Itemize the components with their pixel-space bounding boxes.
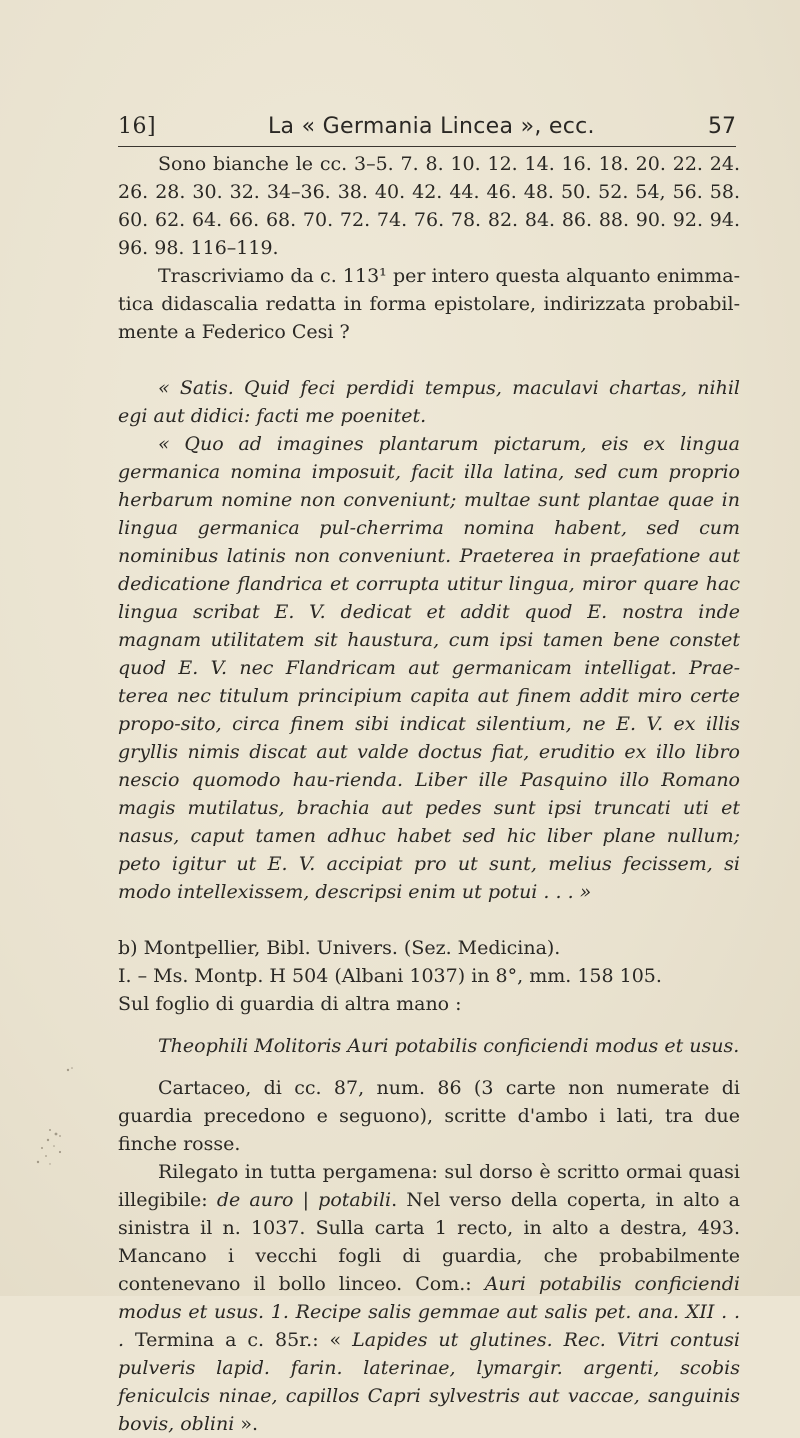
manuscript-shelfmark: I. – Ms. Montp. H 504 (Albani 1037) in 8°, mm. 158 105. xyxy=(118,965,662,987)
binding-text-f: Lapides ut glutines. Rec. Vitri contusi pulveris lapid. farin. laterinae, lymargir. argenti, scobis feniculcis ninae, capillos Capri sylvestris aut vaccae, sanguinis bovis, oblini xyxy=(118,1329,741,1435)
page-number: 57 xyxy=(708,114,736,139)
physical-description: Cartaceo, di cc. 87, num. 86 (3 carte non numerate di guardia precedono e seguono), scritte d'ambo i lati, tra due finche rosse. xyxy=(118,1077,740,1155)
latin-quote-2: « Quo ad imagines plantarum pictarum, eis ex lingua germanica nomina imposuit, facit illa latina, sed cum proprio herbarum nomine non conveniunt; multae sunt plantae quae in lingua germanica pul-cherrima nomina habent, sed cum nominibus latinis non conveniunt. Praeterea in praefatione aut dedicatione flandrica et corrupta utitur lingua, miror quare hac lingua scribat E. V. dedicat et addit quod E. nostra inde magnam utilitatem sit haustura, cum ipsi tamen bene constet quod E. V. nec Flandricam aut germanicam intelligat. Prae-terea nec titulum principium capita aut finem addit miro certe propo-sito, circa finem sibi indicat silentium, ne E. V. ex illis gryllis nimis discat aut valde doctus fiat, eruditio ex illo libro nescio quomodo hau-rienda. Liber ille Pasquino illo Romano magis mutilatus, brachia aut pedes sunt ipsi truncati uti et nasus, caput tamen adhuc habet sed hic liber plane nullum; peto igitur ut E. V. accipiat pro ut sunt, melius fecissem, si modo intellexissem, descripsi enim ut potui . . . » xyxy=(118,433,740,903)
binding-text-e: Termina a c. 85r.: « xyxy=(124,1329,353,1351)
spacer xyxy=(118,1018,740,1032)
running-title: La « Germania Lincea », ecc. xyxy=(268,114,595,139)
page-body xyxy=(118,150,740,1438)
flyleaf-note: Sul foglio di guardia di altra mano : xyxy=(118,993,462,1015)
paper-stain xyxy=(20,1060,90,1220)
running-header xyxy=(118,110,736,147)
binding-text-b: de auro | potabili xyxy=(216,1189,392,1211)
binding-text-a: Rilegato in tutta pergamena: sul dorso è scritto ormai quasi illegibile: xyxy=(118,1161,740,1211)
section-number: 16] xyxy=(118,114,157,139)
binding-text-g: ». xyxy=(234,1413,259,1435)
blank-pages-paragraph: Sono bianche le cc. 3–5. 7. 8. 10. 12. 14. 16. 18. 20. 22. 24. 26. 28. 30. 32. 34–36. 38. 40. 42. 44. 46. 48. 50. 52. 54, 56. 58. 60. 62. 64. 66. 68. 70. 72. 74. 76. 78. 82. 84. 86. 88. 90. 92. 94. 96. 98. 116–119. xyxy=(118,153,740,259)
manuscript-title: Theophili Molitoris Auri potabilis conficiendi modus et usus. xyxy=(158,1035,740,1057)
spacer xyxy=(118,1060,740,1074)
spacer xyxy=(118,346,740,374)
binding-text-d: Auri potabilis conficiendi modus et usus. 1. Recipe salis gemmae aut salis pet. ana. XII . . . xyxy=(118,1273,740,1351)
binding-text-c: . Nel verso della coperta, in alto a sinistra il n. 1037. Sulla carta 1 recto, in alto a destra, 493. Mancano i vecchi fogli di guardia, che probabilmente contenevano il bollo linceo. Com.: xyxy=(118,1189,740,1295)
library-entry xyxy=(118,934,740,1018)
transcription-intro-paragraph: Trascriviamo da c. 113¹ per intero questa alquanto enimma-tica didascalia redatta in forma epistolare, indirizzata probabil-mente a Federico Cesi ? xyxy=(118,265,740,343)
latin-quote-1: « Satis. Quid feci perdidi tempus, maculavi chartas, nihil egi aut didici: facti me poenitet. xyxy=(118,377,740,427)
library-location: b) Montpellier, Bibl. Univers. (Sez. Medicina). xyxy=(118,937,561,959)
spacer xyxy=(118,906,740,934)
binding-description xyxy=(118,1158,740,1438)
